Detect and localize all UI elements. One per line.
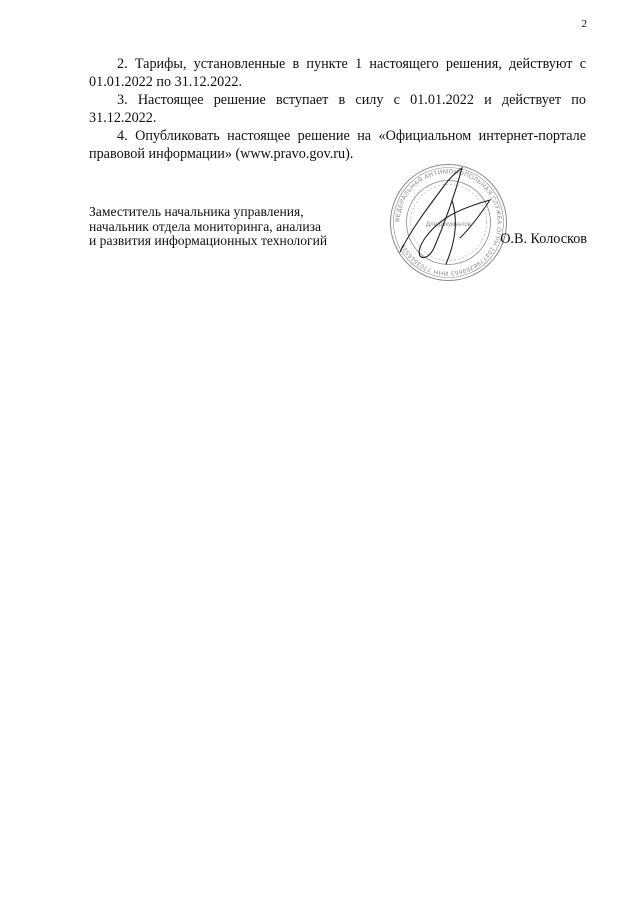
paragraph-4: 4. Опубликовать настоящее решение на «Официальном интернет-портале правовой информации» (www.pravo.gov.ru).	[89, 128, 586, 162]
signer-position-line: Заместитель начальника управления,	[89, 204, 304, 219]
paragraph-3: 3. Настоящее решение вступает в силу с 01.01.2022 и действует по 31.12.2022.	[89, 92, 586, 126]
signer-position	[89, 205, 369, 249]
paragraph-2: 2. Тарифы, установленные в пункте 1 настоящего решения, действуют с 01.01.2022 по 31.12.2022.	[89, 56, 586, 90]
official-seal-icon	[386, 160, 511, 285]
page-number: 2	[581, 18, 587, 30]
signer-position-line: начальник отдела мониторинга, анализа	[89, 218, 322, 234]
signer-position-line: и развития информационных технологий	[89, 233, 328, 248]
signer-name: О.В. Колосков	[500, 231, 587, 247]
document-body	[89, 55, 586, 163]
seal-center-text: Для документов	[426, 222, 471, 228]
seal-ring-text: ФЕДЕРАЛЬНАЯ АНТИМОНОПОЛЬНАЯ СЛУЖБА ОГРН 1047796269663 ИНН 7703516539	[394, 168, 503, 277]
